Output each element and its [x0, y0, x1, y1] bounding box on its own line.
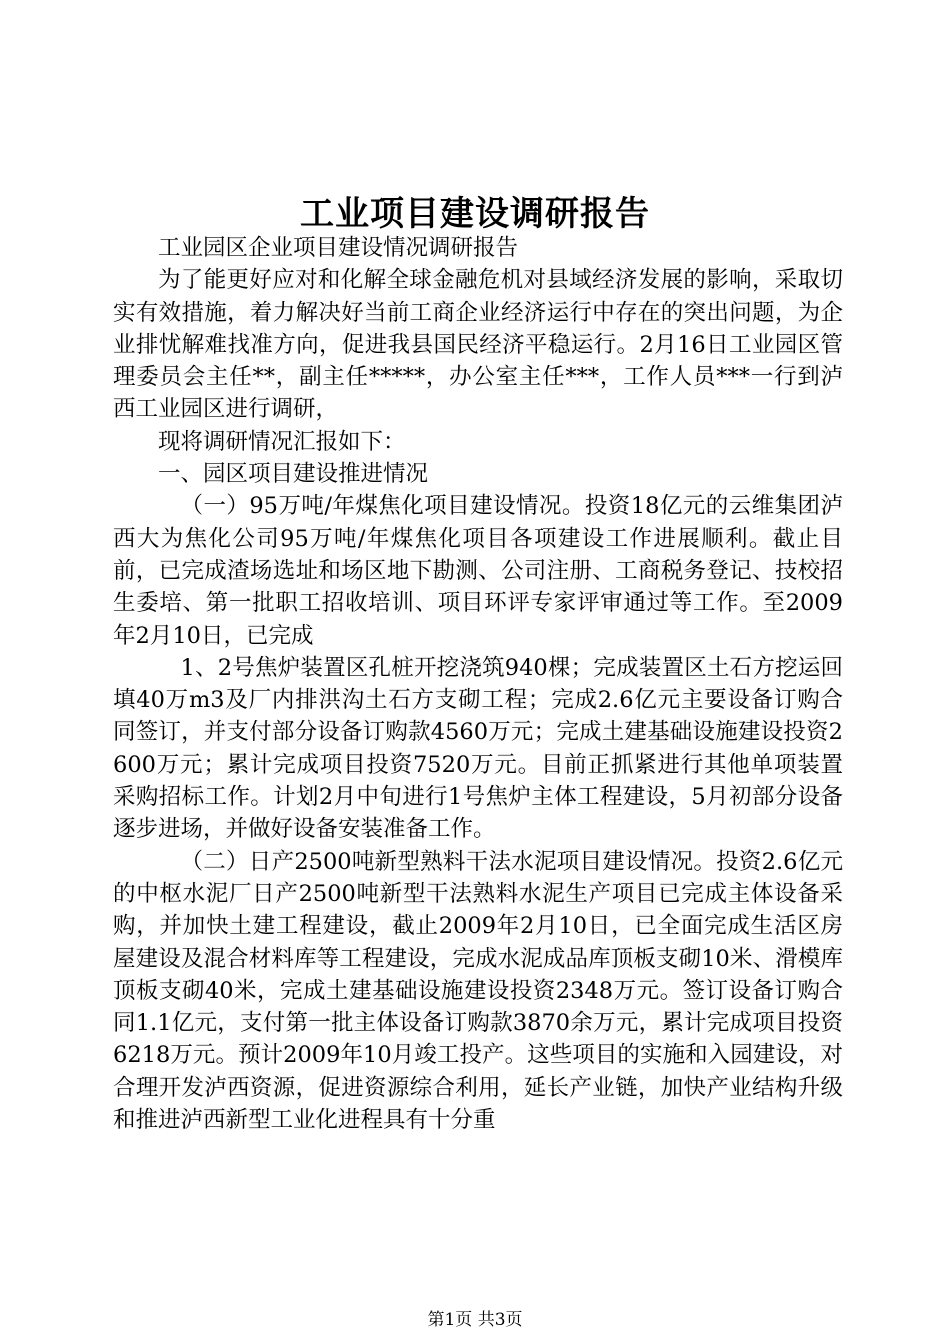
- paragraph-coking-progress: 1、2号焦炉装置区孔桩开挖浇筑940棵；完成装置区土石方挖运回填40万m3及厂内排洪沟土石方支砌工程；完成2.6亿元主要设备订购合同签订，并支付部分设备订购款4560万元；完成土建基础设施建设投资2600万元；累计完成项目投资7520万元。目前正抓紧进行其他单项装置采购招标工作。计划2月中旬进行1号焦炉主体工程建设，5月初部分设备逐步进场，并做好设备安装准备工作。: [113, 654, 843, 843]
- page-footer: 第1页 共3页: [427, 1310, 523, 1330]
- section-heading-1: 一、园区项目建设推进情况: [158, 461, 429, 488]
- paragraph-subtitle: 工业园区企业项目建设情况调研报告: [158, 235, 519, 261]
- paragraph-report-lead: 现将调研情况汇报如下：: [158, 428, 406, 455]
- document-title: 工业项目建设调研报告: [300, 194, 650, 234]
- paragraph-coking-project: （一）95万吨/年煤焦化项目建设情况。投资18亿元的云维集团泸西大为焦化公司95万吨/年煤焦化项目各项建设工作进展顺利。截止目前，已完成渣场选址和场区地下勘测、公司注册、工商税务登记、技校招生委培、第一批职工招收培训、项目环评专家评审通过等工作。至2009年2月10日，已完成: [113, 493, 843, 649]
- paragraph-cement-project: （二）日产2500吨新型熟料干法水泥项目建设情况。投资2.6亿元的中枢水泥厂日产2500吨新型干法熟料水泥生产项目已完成主体设备采购，并加快土建工程建设，截止2009年2月10日，已全面完成生活区房屋建设及混合材料库等工程建设，完成水泥成品库顶板支砌10米、滑模库顶板支砌40米，完成土建基础设施建设投资2348万元。签订设备订购合同1.1亿元，支付第一批主体设备订购款3870余万元，累计完成项目投资6218万元。预计2009年10月竣工投产。这些项目的实施和入园建设，对合理开发泸西资源，促进资源综合利用，延长产业链，加快产业结构升级和推进泸西新型工业化进程具有十分重: [113, 848, 843, 1134]
- paragraph-intro: 为了能更好应对和化解全球金融危机对县域经济发展的影响，采取切实有效措施，着力解决好当前工商企业经济运行中存在的突出问题，为企业排忧解难找准方向，促进我县国民经济平稳运行。2月16日工业园区管理委员会主任**，副主任*****，办公室主任***，工作人员***一行到泸西工业园区进行调研，: [113, 267, 843, 423]
- document-body: [113, 232, 843, 1136]
